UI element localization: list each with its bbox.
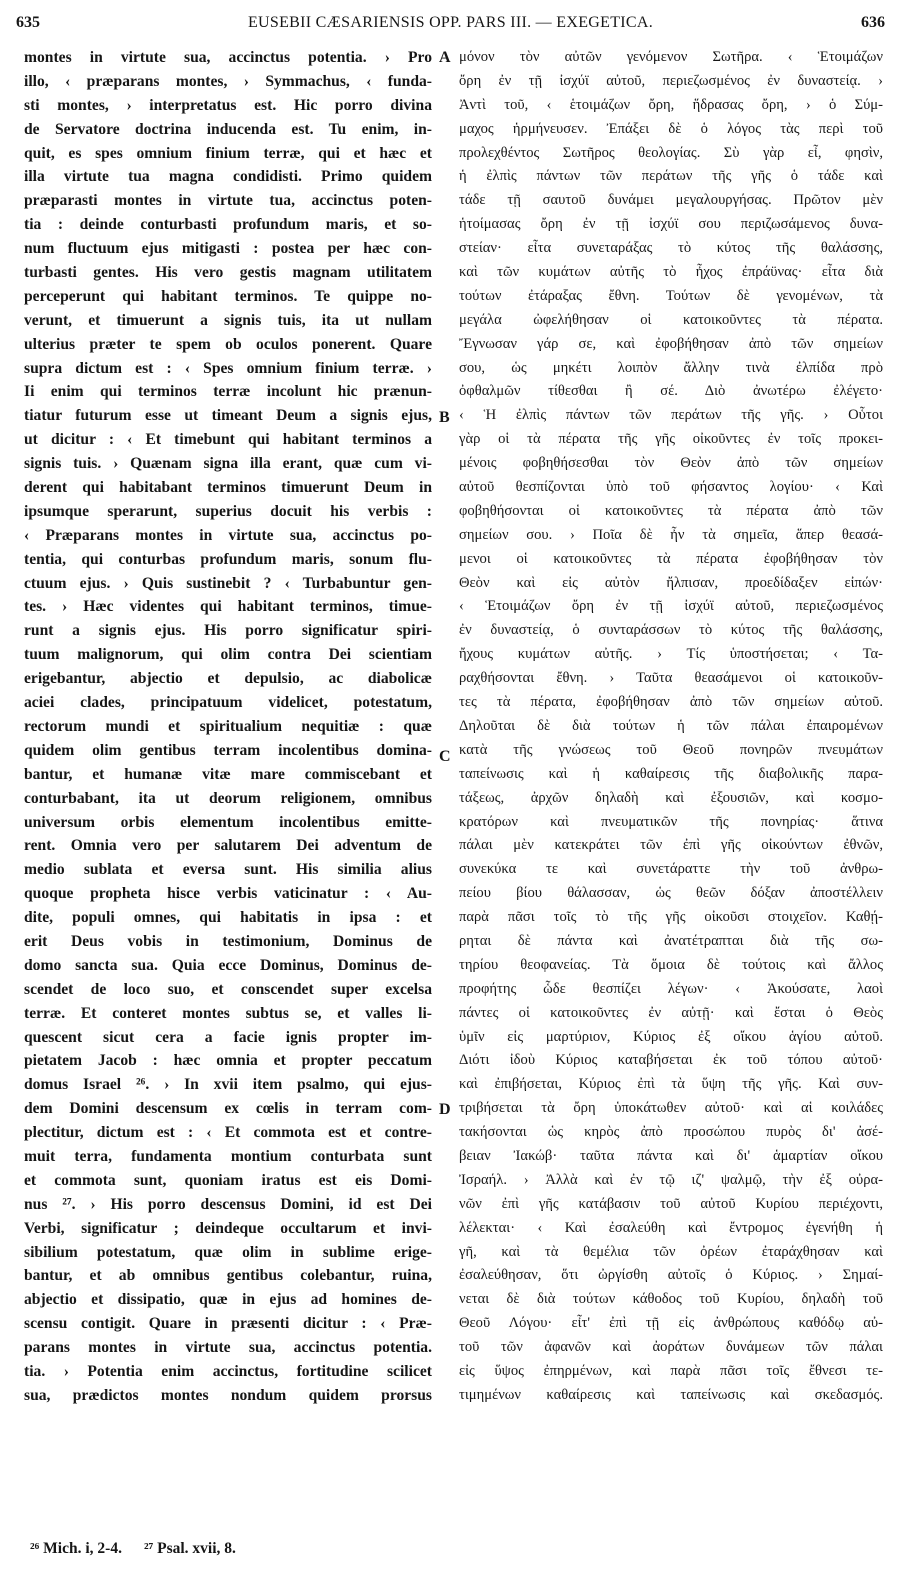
greek-text-line: ἡ ἐλπὶς πάντων τῶν περάτων τῆς γῆς ὁ τάδε καὶ xyxy=(459,168,883,185)
greek-text-line: μεγάλα ὠφελήθησαν οἱ κατοικοῦντες τὰ πέρατα. xyxy=(459,311,883,328)
greek-text-line: κατὰ τῆς γνώσεως τοῦ Θεοῦ πονηρῶν πνευμάτων xyxy=(459,741,883,758)
greek-text-line: σημείων σου. › Ποῖα δὲ ἦν τὰ σημεῖα, ἅπερ θεασά- xyxy=(459,526,883,543)
latin-text-line: scendet de loco suo, et conscendet super excelsa xyxy=(24,980,432,998)
greek-text-line: αὐτοῦ θεσπίζονται ὑπὸ τοῦ φήσαντος λογίου· ‹ Καὶ xyxy=(459,479,883,496)
footnote-27: ²⁷ Psal. xvii, 8. xyxy=(143,1540,236,1557)
page-number-left: 635 xyxy=(16,14,40,31)
latin-text-line: erit Deus vobis in testimonium, Dominus de xyxy=(24,932,432,950)
latin-text-line: bantur, et ab omnibus gentibus colebantur, ruina, xyxy=(24,1267,432,1285)
latin-text-line: universum orbis elementum incolentibus emitte- xyxy=(24,813,432,831)
greek-text-line: σου, ὡς μηκέτι λοιπὸν ἄλλην τινὰ ἐλπίδα πρὸ xyxy=(459,359,883,376)
latin-text-line: pietatem Jacob : hæc omnia et propter peccatum xyxy=(24,1052,432,1070)
latin-text-line: medio sublata et eversa sunt. His similia alius xyxy=(24,861,432,879)
greek-text-line: ταπείνωσις καὶ ἡ καθαίρεσις τῆς διαβολικῆς παρα- xyxy=(459,765,883,782)
latin-text-line: rectorum mundi et spiritualium nequitiæ : quæ xyxy=(24,717,432,735)
latin-text-line: Verbi, significatur ; deindeque occultarum et invi- xyxy=(24,1219,432,1237)
margin-marker-b: B xyxy=(439,409,450,426)
latin-text-line: nus ²⁷. › His porro descensus Domini, id est Dei xyxy=(24,1195,432,1213)
latin-text-line: Ii enim qui terminos terræ incolunt hic prænun- xyxy=(24,383,432,401)
latin-text-line: domo sancta sua. Quia ecce Dominus, Dominus de- xyxy=(24,956,432,974)
greek-text-line: ρηται δὲ πάντα καὶ ἀνατέτραπται διὰ τῆς σω- xyxy=(459,932,883,949)
latin-text-line: de Servatore doctrina inducenda est. Tu enim, in- xyxy=(24,120,432,138)
greek-text-line: ἐν δυναστείᾳ, ὁ συνταράσσων τὸ κύτος τῆς θαλάσσης, xyxy=(459,622,883,639)
greek-text-line: νῶν ἐπὶ γῆς κατάβασιν τοῦ αὐτοῦ Κυρίου περιέχοντι, xyxy=(459,1195,883,1212)
latin-text-line: sibilium potestatum, quæ olim in sublime erige- xyxy=(24,1243,432,1261)
latin-text-line: turbasti gentes. His vero gestis magnam utilitatem xyxy=(24,264,432,282)
latin-text-line: tentia, qui conturbas profundum maris, sonum flu- xyxy=(24,550,432,568)
latin-text-line: illo, ‹ præparans montes, › Symmachus, ‹ funda- xyxy=(24,72,432,90)
latin-text-line: plectitur, dictum est : ‹ Et commota est et contre- xyxy=(24,1124,432,1142)
greek-text-line: Διότι ἰδοὺ Κύριος καταβήσεται ἐκ τοῦ τόπου αὐτοῦ· xyxy=(459,1052,883,1069)
greek-text-line: καὶ τῶν κυμάτων αὐτῆς τὸ ἦχος ἐπράϋνας· εἶτα διὰ xyxy=(459,264,883,281)
greek-text-line: τες τὰ πέρατα, ἐφοβήθησαν ἀπὸ τῶν σημείων αὐτοῦ. xyxy=(459,694,883,711)
greek-text-line: φοβηθήσονται οἱ κατοικοῦντες τὰ πέρατα ἀπὸ τῶν xyxy=(459,502,883,519)
latin-text-line: conturbabant, ita ut deorum religionem, omnibus xyxy=(24,789,432,807)
greek-text-line: τακήσονται ὡς κηρὸς ἀπὸ προσώπου πυρὸς δι' ἀσέ- xyxy=(459,1124,883,1141)
greek-text-line: προφήτης ὧδε θεσπίζει λέγων· ‹ Ἀκούσατε, λαοὶ xyxy=(459,980,883,997)
greek-text-line: μόνον τὸν αὐτῶν γενόμενον Σωτῆρα. ‹ Ἑτοιμάζων xyxy=(459,49,883,65)
greek-text-line: Ἀντὶ τοῦ, ‹ ἑτοιμάζων ὄρη, ἥδρασας ὄρη, › ὁ Σύμ- xyxy=(459,96,883,113)
greek-text-line: νεται δὲ διὰ τούτων κάθοδος τοῦ Κυρίου, δηλαδὴ τοῦ xyxy=(459,1291,883,1308)
greek-text-line: γὰρ οἱ τὰ πέρατα τῆς γῆς οἰκοῦντες ἐν τοῖς προκει- xyxy=(459,431,883,448)
latin-text-line: tuum malignorum, qui olim contra Dei scientiam xyxy=(24,646,432,664)
greek-text-line: ἡτοίμασας ὄρη ἐν τῇ ἰσχύϊ σου περιζωσάμενος δυνα- xyxy=(459,216,883,233)
latin-text-line: verunt, et timuerunt a signis tuis, ita ut nullam xyxy=(24,311,432,329)
greek-text-line: καὶ ἐπιβήσεται, Κύριος ἐπὶ τὰ ὕψη τῆς γῆς. Καὶ συν- xyxy=(459,1076,883,1093)
latin-text-line: tes. › Hæc videntes qui habitant terminos, timue- xyxy=(24,598,432,616)
greek-text-line: Ἰσραήλ. › Ἀλλὰ καὶ ἐν τῷ ιζ' ψαλμῷ, τὴν ἐξ οὐρα- xyxy=(459,1171,883,1188)
latin-text-line: quit, es spes omnium finium terræ, qui et hæc et xyxy=(24,144,432,162)
greek-text-line: τηρίου θεοφανείας. Τὰ ὅμοια δὲ τούτοις καὶ ἄλλος xyxy=(459,956,883,973)
greek-text-line: στείαν· εἶτα συνεταράξας τὸ κύτος τῆς θαλάσσης, xyxy=(459,240,883,257)
greek-text-line: εἰς ὕψος ἐπηρμένων, καὶ παρὰ πᾶσι τοῖς ἔθνεσι τε- xyxy=(459,1362,883,1379)
greek-text-line: Ἔγνωσαν γάρ σε, καὶ ἐφοβήθησαν ἀπὸ τῶν σημείων xyxy=(459,335,883,352)
latin-text-line: ipsumque sperarunt, superius docuit his verbis : xyxy=(24,502,432,520)
latin-text-line: ut dicitur : ‹ Et timebunt qui habitant terminos a xyxy=(24,431,432,449)
latin-text-line: tia. › Potentia enim accinctus, fortitudine scilicet xyxy=(24,1362,432,1380)
greek-text-line: παρὰ πᾶσι τοῖς τὸ τῆς γῆς οἰκοῦσι στοιχεῖον. Καθῄ- xyxy=(459,909,883,926)
greek-text-line: τάδε τῇ σαυτοῦ δυνάμει μεγαλουργήσας. Πρῶτον μὲν xyxy=(459,192,883,209)
greek-text-line: προλεχθέντος Σωτῆρος θεολογίας. Σὺ γὰρ εἶ, φησὶν, xyxy=(459,144,883,161)
greek-text-line: ὄρη ἐν τῇ ἰσχύϊ αὐτοῦ, περιεζωσμένος ἐν δυναστείᾳ. › xyxy=(459,72,883,89)
greek-text-line: τούτων ἐτάραξας ἔθνη. Τούτων δὲ γενομένων, τὰ xyxy=(459,287,883,304)
greek-text-line: συνεκύκα τε καὶ συνετάραττε τὴν τοῦ ἀνθρω- xyxy=(459,861,883,878)
latin-text-line: montes in virtute sua, accinctus potentia. › Pro xyxy=(24,49,432,66)
footnotes xyxy=(30,1540,236,1558)
greek-text-line: ‹ Ἡ ἐλπὶς πάντων τῶν περάτων τῆς γῆς. › Οὗτοι xyxy=(459,407,883,424)
latin-text-line: perceperunt qui habitant terminos. Te quippe no- xyxy=(24,287,432,305)
margin-marker-a: A xyxy=(439,49,451,66)
latin-text-line: quoque propheta hisce verbis vaticinatur : ‹ Au- xyxy=(24,885,432,903)
latin-text-line: præparasti montes in virtute tua, accinctus poten- xyxy=(24,192,432,210)
running-header xyxy=(16,10,885,36)
latin-text-line: terræ. Et conteret montes subtus se, et valles li- xyxy=(24,1004,432,1022)
latin-text-line: signis tuis. › Quænam signa illa erant, quæ cum vi- xyxy=(24,455,432,473)
latin-text-line: tiatur futurum esse ut timeant Deum a signis ejus, xyxy=(24,407,432,425)
latin-text-line: scensu contigit. Quare in præsenti dicitur : ‹ Præ- xyxy=(24,1315,432,1333)
greek-text-line: ὑμῖν εἰς μαρτύριον, Κύριος ἐξ οἴκου ἁγίου αὐτοῦ. xyxy=(459,1028,883,1045)
latin-text-line: supra dictum est : ‹ Spes omnium finium terræ. › xyxy=(24,359,432,377)
latin-text-line: ulterius præter te spem ob oculos ponerent. Quare xyxy=(24,335,432,353)
margin-marker-c: C xyxy=(439,748,451,765)
latin-text-line: quescent sicut cera a facie ignis propter im- xyxy=(24,1028,432,1046)
latin-text-line: dem Domini descensum ex cœlis in terram com- xyxy=(24,1100,432,1118)
latin-text-line: runt a signis ejus. His porro significatur spiri- xyxy=(24,622,432,640)
latin-text-line: aciei clades, principatuum videlicet, potestatum, xyxy=(24,694,432,712)
greek-text-line: μαχος ἡρμήνευσεν. Ἐπάξει δὲ ὁ λόγος τὰς περὶ τοῦ xyxy=(459,120,883,137)
latin-text-line: erigebantur, abjectio et depulsio, ac diabolicæ xyxy=(24,670,432,688)
greek-text-line: Θεοῦ Λόγου· εἶτ' ἐπὶ τῇ εἰς ἀνθρώπους καθόδῳ αὐ- xyxy=(459,1315,883,1332)
latin-text-line: et commota sunt, quoniam iratus est eis Domi- xyxy=(24,1171,432,1189)
greek-text-line: Θεὸν καὶ εἰς αὐτὸν ἤλπισαν, προεδίδαξεν εἰπών· xyxy=(459,574,883,591)
greek-column xyxy=(459,46,883,1408)
greek-text-line: τοῦ τῶν ἀφανῶν καὶ ἀοράτων δυνάμεων τῶν πάλαι xyxy=(459,1339,883,1356)
latin-text-line: derent qui habitabant terminos timuerunt Deum in xyxy=(24,479,432,497)
greek-text-line: πείου βίου θάλασσαν, ὡς θεῶν δόξαν ἀποστέλλειν xyxy=(459,885,883,902)
latin-text-line: muit terra, fundamenta montium conturbata sunt xyxy=(24,1147,432,1165)
latin-text-line: rent. Omnia vero per salutarem Dei adventum de xyxy=(24,837,432,855)
page-number-right: 636 xyxy=(861,14,885,31)
latin-text-line: ctuum ejus. › Quis sustinebit ? ‹ Turbabuntur gen- xyxy=(24,574,432,592)
greek-text-line: μένοις φοβηθήσεσθαι τὸν Θεὸν ἀπὸ τῶν σημείων xyxy=(459,455,883,472)
latin-text-line: tia : deinde conturbasti profundum maris, et so- xyxy=(24,216,432,234)
greek-text-line: τάξεως, ἀρχῶν δηλαδὴ καὶ ἐξουσιῶν, καὶ κοσμο- xyxy=(459,789,883,806)
latin-text-line: dite, populi omnes, qui habitatis in ipsa : et xyxy=(24,909,432,927)
latin-text-line: sti montes, › interpretatus est. Hic porro divina xyxy=(24,96,432,114)
greek-text-line: λέλεκται· ‹ Καὶ ἐσαλεύθη καὶ ἔντρομος ἐγενήθη ἡ xyxy=(459,1219,883,1236)
latin-text-line: ‹ Præparans montes in virtute sua, accinctus po- xyxy=(24,526,432,544)
greek-text-line: κρατόρων καὶ πνευματικῶν τῆς πονηρίας· ἅτινα xyxy=(459,813,883,830)
latin-text-line: abjectio et dissipatio, quæ in ejus ad homines de- xyxy=(24,1291,432,1309)
margin-marker-d: D xyxy=(439,1101,451,1118)
greek-text-line: τριβήσεται τὰ ὄρη ὑποκάτωθεν αὐτοῦ· καὶ αἱ κοιλάδες xyxy=(459,1100,883,1117)
latin-text-line: bantur, et humanæ vitæ mare commiscebant et xyxy=(24,765,432,783)
running-title: EUSEBII CÆSARIENSIS OPP. PARS III. — EXEGETICA. xyxy=(247,14,654,31)
latin-text-line: quidem olim gentibus terram incolentibus domina- xyxy=(24,741,432,759)
greek-text-line: τιμημένων καθαίρεσις καὶ ταπείνωσις καὶ σκεδασμός. xyxy=(459,1386,883,1403)
greek-text-line: ἤχους κυμάτων αὐτῆς. › Τίς ὑποστήσεται; ‹ Τα- xyxy=(459,646,883,663)
latin-text-line: num fluctuum ejus mitigasti : postea per hæc con- xyxy=(24,240,432,258)
latin-text-line: illa virtute tua magna condidisti. Primo quidem xyxy=(24,168,432,186)
greek-text-line: μενοι οἱ κατοικοῦντες τὰ πέρατα ἐφοβήθησαν τὸν xyxy=(459,550,883,567)
greek-text-line: πάντες οἱ κατοικοῦντες ἐν αὐτῇ· καὶ ἔσται ὁ Θεὸς xyxy=(459,1004,883,1021)
footnote-26: ²⁶ Mich. i, 2-4. xyxy=(30,1540,122,1557)
latin-text-line: parans montes in virtute sua, accinctus potentia. xyxy=(24,1339,432,1357)
latin-column xyxy=(24,46,432,1408)
greek-text-line: ἐσαλεύθησαν, ὅτι ὠργίσθη αὐτοῖς ὁ Κύριος. › Σημαί- xyxy=(459,1267,883,1284)
greek-text-line: ὀφθαλμῶν τίθεσθαι ἢ σέ. Διὸ ἀνωτέρω ἐλέγετο· xyxy=(459,383,883,400)
greek-text-line: πάλαι μὲν κατεκράτει τῶν ἐπὶ γῆς οἰκούντων ἐθνῶν, xyxy=(459,837,883,854)
greek-text-line: βειαν Ἰακώβ· ταῦτα πάντα καὶ δι' ἁμαρτίαν οἴκου xyxy=(459,1147,883,1164)
greek-text-line: γῆ, καὶ τὰ θεμέλια τῶν ὀρέων ἐταράχθησαν καὶ xyxy=(459,1243,883,1260)
latin-text-line: domus Israel ²⁶. › In xvii item psalmo, qui ejus- xyxy=(24,1076,432,1094)
latin-text-line: sua, prædictos montes nondum quidem prorsus xyxy=(24,1386,432,1404)
greek-text-line: ραχθήσονται ἔθνη. › Ταῦτα θεασάμενοι οἱ κατοικοῦν- xyxy=(459,670,883,687)
greek-text-line: Δηλοῦται δὲ διὰ τούτων ἡ τῶν πάλαι ἐπαιρομένων xyxy=(459,717,883,734)
greek-text-line: ‹ Ἑτοιμάζων ὄρη ἐν τῇ ἰσχύϊ αὐτοῦ, περιεζωσμένος xyxy=(459,598,883,615)
